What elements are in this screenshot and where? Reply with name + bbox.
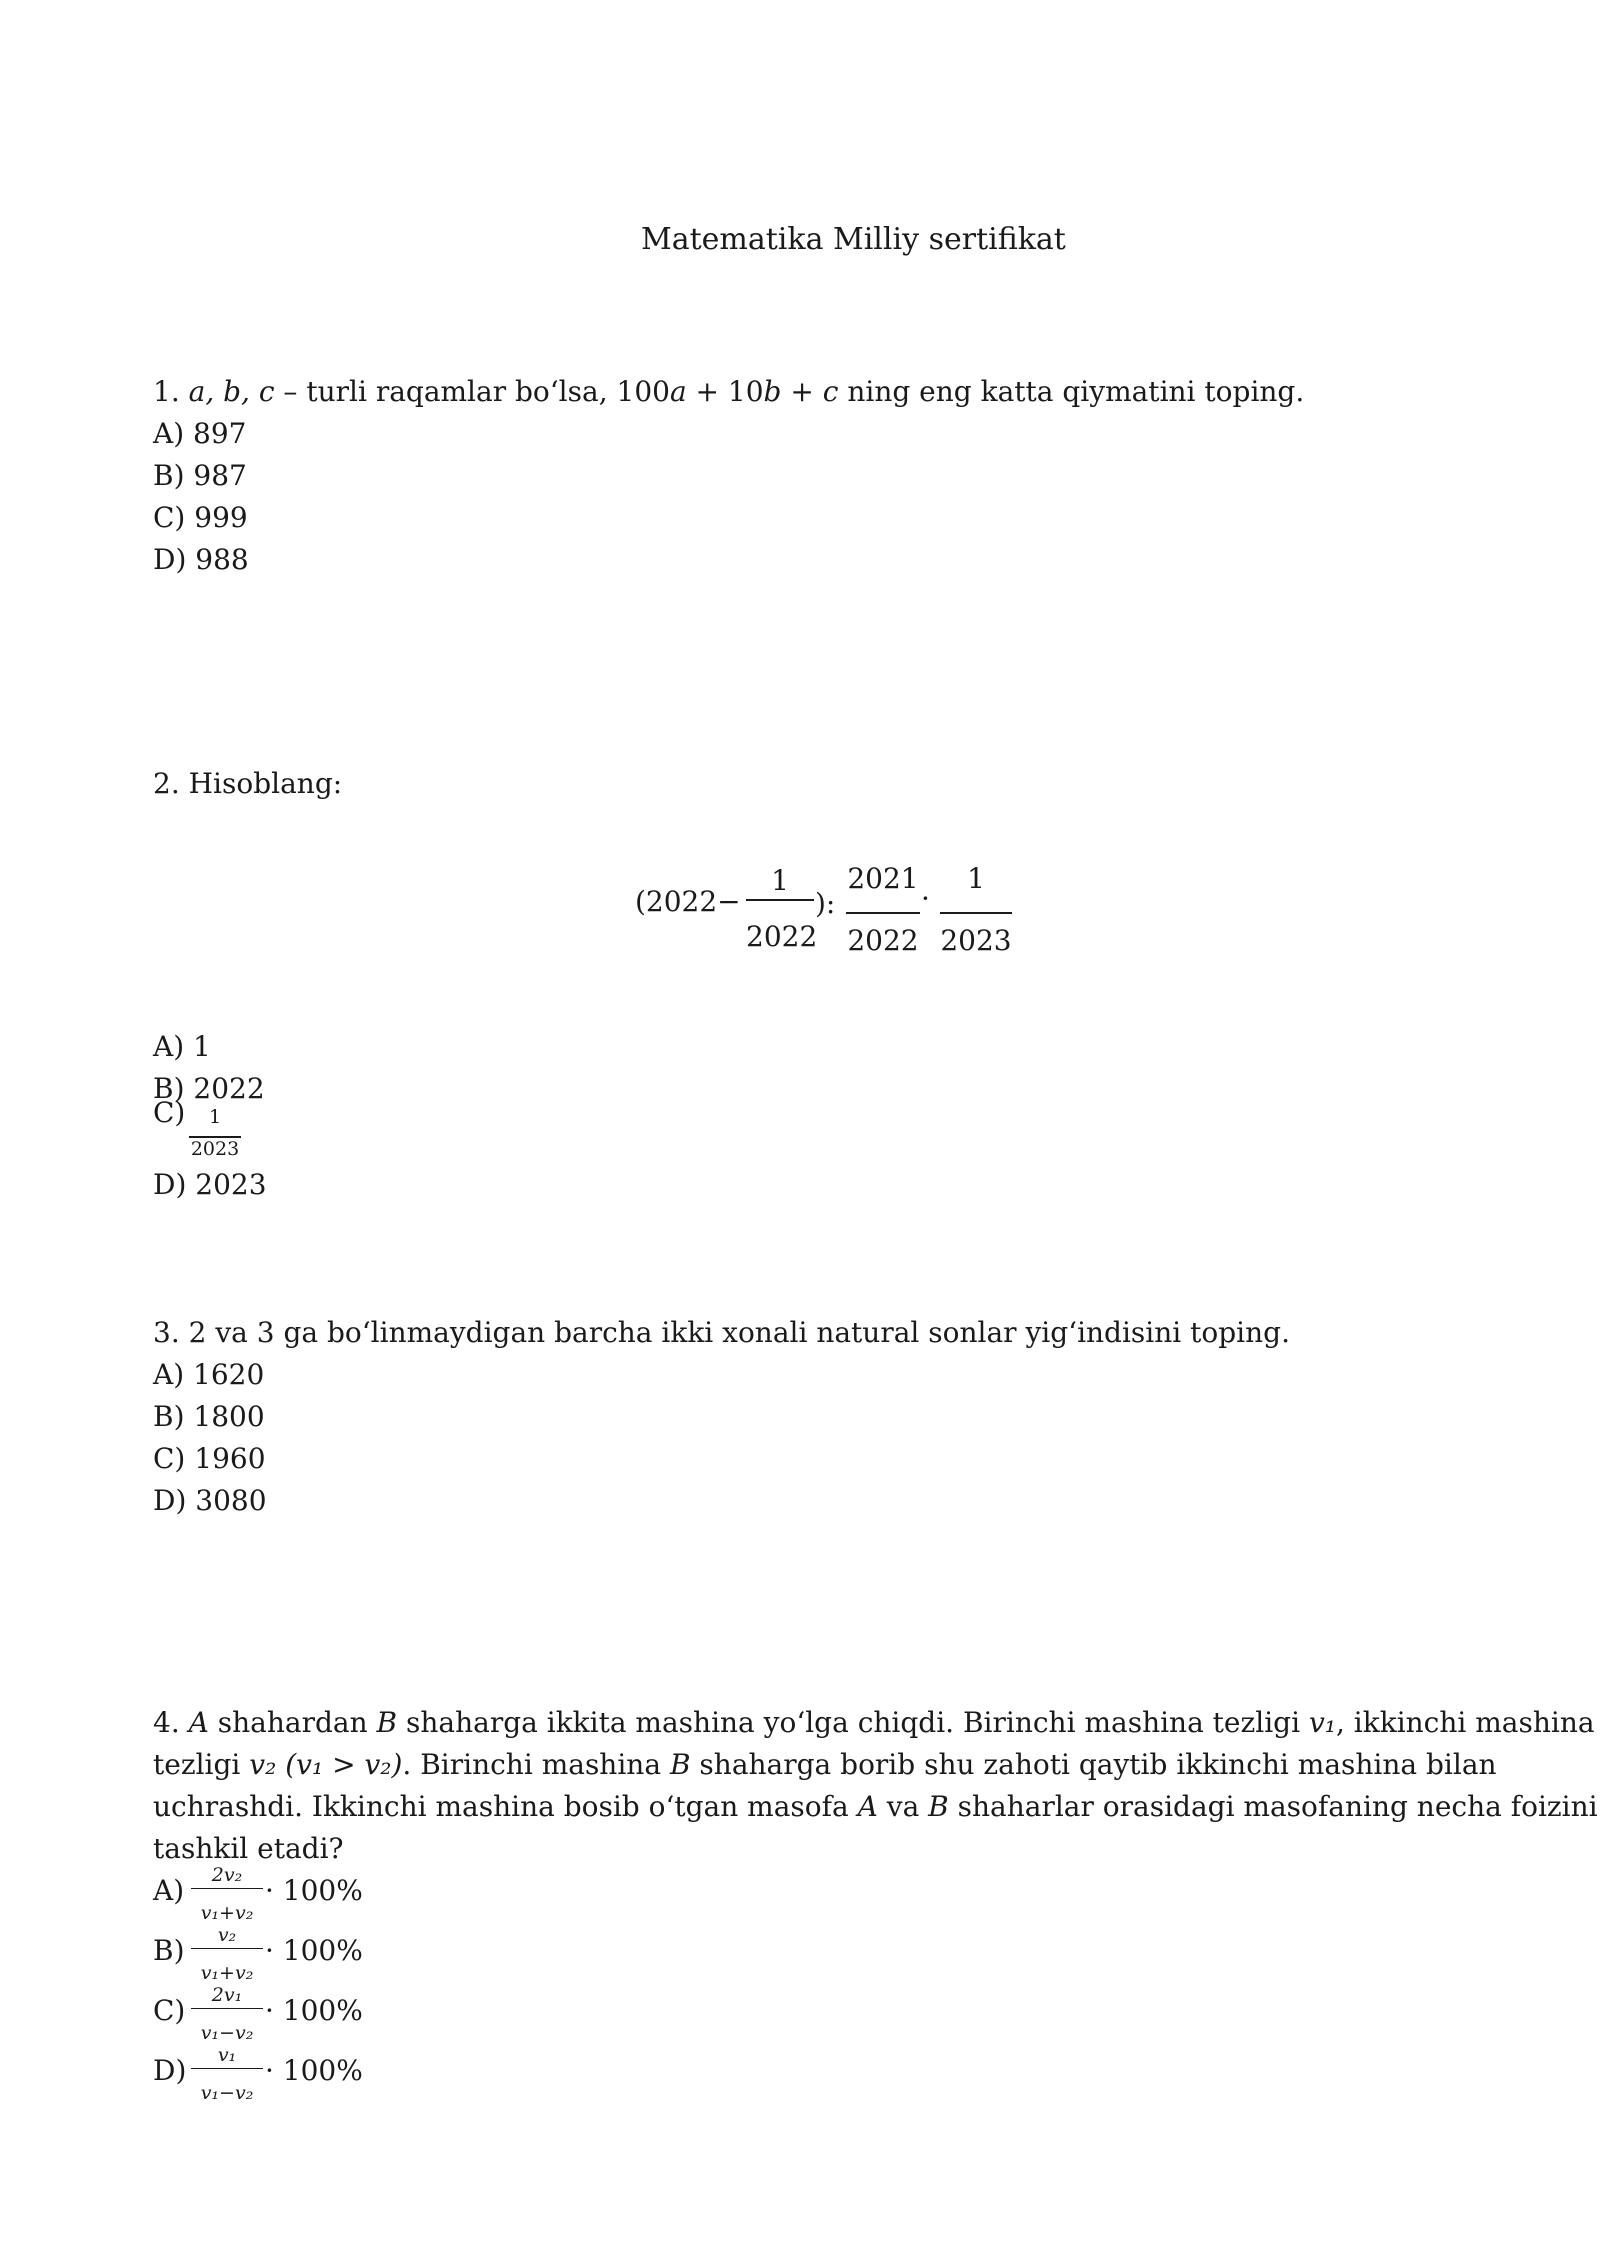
question-1-text: [153, 371, 1304, 413]
fraction-bar: [940, 912, 1012, 914]
option-fraction: [191, 2044, 263, 2104]
question-text: tezligi: [153, 1748, 250, 1781]
answer-option-b[interactable]: B) 1800: [153, 1400, 265, 1433]
question-text: 4.: [153, 1706, 189, 1739]
question-text: shaharlar orasidagi masofaning necha foizini: [948, 1790, 1598, 1823]
answer-option-a[interactable]: [153, 1864, 413, 1930]
option-label: D): [153, 2054, 187, 2087]
math-vars: a, b, c: [188, 375, 275, 408]
question-2-text: 2. Hisoblang:: [153, 767, 343, 800]
question-4-line-1: [153, 1702, 1595, 1744]
math-expr: 100: [616, 375, 670, 408]
fraction-numerator: 2v₂: [211, 1864, 243, 1886]
answer-option-c[interactable]: C) 999: [153, 501, 248, 534]
fraction-3: [940, 860, 1012, 960]
fraction-bar: [191, 2068, 263, 2069]
fraction-denominator: 2023: [940, 924, 1012, 957]
question-4-line-2: [153, 1744, 1497, 1786]
option-fraction: [189, 1106, 241, 1158]
math-expr: +: [781, 375, 823, 408]
expr-open: (2022−: [635, 885, 741, 918]
question-text: – turli raqamlar bo‘lsa,: [274, 375, 617, 408]
fraction-denominator: v₁+v₂: [200, 1962, 254, 1984]
option-multiplier: · 100%: [265, 1874, 363, 1907]
option-fraction: [191, 1864, 263, 1924]
city-b: B: [669, 1748, 691, 1781]
question-text: uchrashdi. Ikkinchi mashina bosib o‘tgan masofa: [153, 1790, 858, 1823]
city-a: A: [188, 1706, 209, 1739]
answer-option-d[interactable]: D) 2023: [153, 1168, 267, 1201]
math-expr: + 10: [686, 375, 764, 408]
fraction-denominator: 2023: [190, 1138, 240, 1160]
answer-option-b[interactable]: B) 2022: [153, 1072, 265, 1105]
option-multiplier: · 100%: [265, 1994, 363, 2027]
city-b: B: [376, 1706, 398, 1739]
option-label: B): [153, 1934, 185, 1967]
question-text: va: [877, 1790, 929, 1823]
fraction-numerator: 1: [771, 864, 789, 897]
fraction-denominator: 2022: [847, 924, 919, 957]
question-text: shaharga ikkita mashina yo‘lga chiqdi. Birinchi mashina tezligi: [397, 1706, 1309, 1739]
question-text: , ikkinchi mashina: [1336, 1706, 1595, 1739]
option-multiplier: · 100%: [265, 2054, 363, 2087]
question-number: 1.: [153, 375, 180, 408]
option-label: C): [153, 1096, 186, 1129]
question-4-line-3: [153, 1786, 1598, 1828]
fraction-numerator: v₁: [217, 2044, 237, 2066]
city-b: B: [928, 1790, 949, 1823]
fraction-numerator: 1: [967, 862, 985, 895]
fraction-bar: [846, 912, 920, 914]
answer-option-a[interactable]: A) 1: [153, 1030, 211, 1063]
question-text: shaharga borib shu zahoti qaytib ikkinchi mashina bilan: [690, 1748, 1497, 1781]
option-label: C): [153, 1994, 186, 2027]
math-v1: v₁: [1308, 1706, 1336, 1739]
math-inequality: (v₁ > v₂): [276, 1748, 403, 1781]
answer-option-b[interactable]: [153, 1924, 413, 1990]
math-var-c: c: [822, 375, 839, 408]
question-text: shahardan: [208, 1706, 377, 1739]
fraction-bar: [191, 2008, 263, 2009]
fraction-bar: [746, 899, 814, 901]
math-var-a: a: [669, 375, 687, 408]
fraction-numerator: 2021: [847, 862, 919, 895]
math-v2: v₂: [249, 1748, 277, 1781]
option-multiplier: · 100%: [265, 1934, 363, 1967]
question-4-line-4: tashkil etadi?: [153, 1832, 344, 1865]
answer-option-d[interactable]: D) 988: [153, 543, 249, 576]
option-fraction: [191, 1924, 263, 1984]
answer-option-c[interactable]: C) 1960: [153, 1442, 266, 1475]
fraction-1: [746, 862, 818, 958]
question-text: ning eng katta qiymatini toping.: [838, 375, 1305, 408]
question-text: . Birinchi mashina: [402, 1748, 670, 1781]
answer-option-c[interactable]: [153, 1092, 273, 1162]
option-label: A): [153, 1874, 185, 1907]
fraction-numerator: 1: [208, 1106, 222, 1128]
fraction-bar: [191, 1948, 263, 1949]
fraction-denominator: v₁−v₂: [200, 2022, 254, 2044]
fraction-bar: [191, 1888, 263, 1889]
answer-option-a[interactable]: A) 897: [153, 417, 247, 450]
expr-close-div: ):: [815, 887, 836, 920]
page-title: Matematika Milliy sertifikat: [641, 222, 1066, 257]
answer-option-d[interactable]: D) 3080: [153, 1484, 267, 1517]
fraction-2: [846, 860, 920, 960]
answer-option-b[interactable]: B) 987: [153, 459, 247, 492]
fraction-denominator: v₁+v₂: [200, 1902, 254, 1924]
expr-dot: ·: [921, 882, 930, 915]
fraction-denominator: 2022: [746, 920, 818, 953]
city-a: A: [857, 1790, 878, 1823]
fraction-numerator: v₂: [217, 1924, 237, 1946]
answer-option-c[interactable]: [153, 1984, 413, 2050]
answer-option-d[interactable]: [153, 2044, 413, 2110]
question-3-text: 3. 2 va 3 ga bo‘linmaydigan barcha ikki xonali natural sonlar yig‘indisini toping.: [153, 1316, 1290, 1349]
option-fraction: [191, 1984, 263, 2044]
answer-option-a[interactable]: A) 1620: [153, 1358, 265, 1391]
fraction-numerator: 2v₁: [211, 1984, 243, 2006]
math-var-b: b: [763, 375, 782, 408]
fraction-denominator: v₁−v₂: [200, 2082, 254, 2104]
